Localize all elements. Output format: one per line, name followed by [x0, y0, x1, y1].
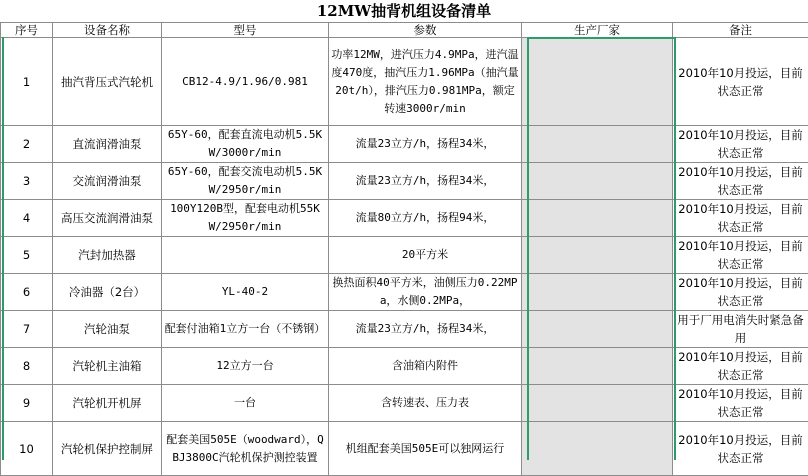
cell-model[interactable]: 配套付油箱1立方一台（不锈钢）: [162, 311, 329, 348]
equipment-table: [0, 22, 808, 476]
cell-no[interactable]: 4: [1, 200, 53, 237]
cell-no[interactable]: 5: [1, 237, 53, 274]
cell-no[interactable]: 3: [1, 163, 53, 200]
cell-no[interactable]: 7: [1, 311, 53, 348]
cell-note[interactable]: 2010年10月投运，目前状态正常: [673, 348, 808, 385]
cell-name[interactable]: 冷油器（2台）: [53, 274, 162, 311]
cell-name[interactable]: 汽轮油泵: [53, 311, 162, 348]
cell-params[interactable]: 流量80立方/h，扬程94米，: [329, 200, 522, 237]
cell-model[interactable]: 100Y120B型，配套电动机55KW/2950r/min: [162, 200, 329, 237]
header-note[interactable]: 备注: [673, 23, 808, 38]
cell-no[interactable]: 10: [1, 422, 53, 476]
header-row: [1, 23, 808, 38]
table-row: [1, 274, 808, 311]
cell-note[interactable]: 2010年10月投运，目前状态正常: [673, 126, 808, 163]
cell-maker[interactable]: [522, 237, 673, 274]
cell-note[interactable]: 2010年10月投运，目前状态正常: [673, 38, 808, 126]
sheet-title: 12MW抽背机组设备清单: [0, 0, 808, 22]
cell-no[interactable]: 9: [1, 385, 53, 422]
header-params[interactable]: 参数: [329, 23, 522, 38]
cell-name[interactable]: 直流润滑油泵: [53, 126, 162, 163]
cell-maker[interactable]: [522, 385, 673, 422]
cell-params[interactable]: 换热面积40平方米，油侧压力0.22MPa，水侧0.2MPa，: [329, 274, 522, 311]
cell-name[interactable]: 汽轮机开机屏: [53, 385, 162, 422]
header-model[interactable]: 型号: [162, 23, 329, 38]
header-maker[interactable]: 生产厂家: [522, 23, 673, 38]
cell-note[interactable]: 2010年10月投运，目前状态正常: [673, 274, 808, 311]
cell-params[interactable]: 流量23立方/h，扬程34米，: [329, 311, 522, 348]
table-row: [1, 163, 808, 200]
cell-note[interactable]: 2010年10月投运，目前状态正常: [673, 385, 808, 422]
cell-model[interactable]: 配套美国505E（woodward），QBJ3800C汽轮机保护测控装置: [162, 422, 329, 476]
cell-maker[interactable]: [522, 422, 673, 476]
cell-maker[interactable]: [522, 163, 673, 200]
cell-note[interactable]: 2010年10月投运，目前状态正常: [673, 200, 808, 237]
cell-maker[interactable]: [522, 274, 673, 311]
cell-maker[interactable]: [522, 126, 673, 163]
cell-note[interactable]: 2010年10月投运，目前状态正常: [673, 237, 808, 274]
cell-maker[interactable]: [522, 200, 673, 237]
table-row: [1, 126, 808, 163]
cell-params[interactable]: 流量23立方/h，扬程34米，: [329, 163, 522, 200]
cell-model[interactable]: 65Y-60，配套直流电动机5.5KW/3000r/min: [162, 126, 329, 163]
cell-params[interactable]: 机组配套美国505E可以独网运行: [329, 422, 522, 476]
table-row: [1, 38, 808, 126]
cell-params[interactable]: 功率12MW，进汽压力4.9MPa，进汽温度470度，抽汽压力1.96MPa（抽汽量20t/h），排汽压力0.981MPa，额定转速3000r/min: [329, 38, 522, 126]
cell-name[interactable]: 交流润滑油泵: [53, 163, 162, 200]
table-row: [1, 200, 808, 237]
table-row: [1, 385, 808, 422]
cell-name[interactable]: 汽封加热器: [53, 237, 162, 274]
cell-model[interactable]: 65Y-60，配套交流电动机5.5KW/2950r/min: [162, 163, 329, 200]
cell-model[interactable]: 一台: [162, 385, 329, 422]
cell-model[interactable]: [162, 237, 329, 274]
cell-params[interactable]: 20平方米: [329, 237, 522, 274]
cell-name[interactable]: 抽汽背压式汽轮机: [53, 38, 162, 126]
table-row: [1, 422, 808, 476]
header-name[interactable]: 设备名称: [53, 23, 162, 38]
table-row: [1, 311, 808, 348]
table-row: [1, 348, 808, 385]
cell-params[interactable]: 含转速表、压力表: [329, 385, 522, 422]
cell-no[interactable]: 1: [1, 38, 53, 126]
table-row: [1, 237, 808, 274]
cell-note[interactable]: 用于厂用电消失时紧急备用: [673, 311, 808, 348]
cell-name[interactable]: 高压交流润滑油泵: [53, 200, 162, 237]
cell-name[interactable]: 汽轮机保护控制屏: [53, 422, 162, 476]
cell-name[interactable]: 汽轮机主油箱: [53, 348, 162, 385]
cell-maker[interactable]: [522, 38, 673, 126]
cell-no[interactable]: 8: [1, 348, 53, 385]
cell-model[interactable]: CB12-4.9/1.96/0.981: [162, 38, 329, 126]
selection-edge: [2, 37, 4, 460]
cell-model[interactable]: YL-40-2: [162, 274, 329, 311]
cell-no[interactable]: 2: [1, 126, 53, 163]
cell-params[interactable]: 含油箱内附件: [329, 348, 522, 385]
cell-params[interactable]: 流量23立方/h，扬程34米，: [329, 126, 522, 163]
cell-maker[interactable]: [522, 348, 673, 385]
cell-note[interactable]: 2010年10月投运，目前状态正常: [673, 163, 808, 200]
cell-maker[interactable]: [522, 311, 673, 348]
header-no[interactable]: 序号: [1, 23, 53, 38]
cell-model[interactable]: 12立方一台: [162, 348, 329, 385]
cell-note[interactable]: 2010年10月投运，目前状态正常: [673, 422, 808, 476]
cell-no[interactable]: 6: [1, 274, 53, 311]
